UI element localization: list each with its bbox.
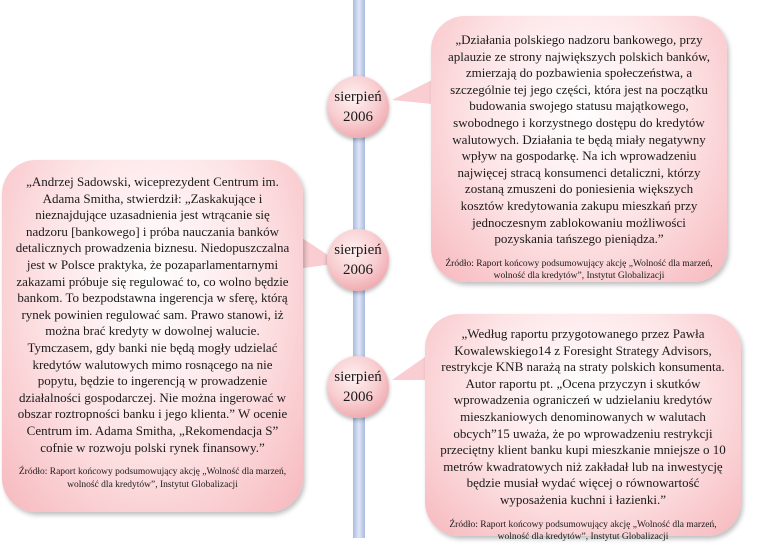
date-year-1: 2006 xyxy=(343,109,373,125)
quote-bubble-3 xyxy=(425,314,741,543)
quote-bubble-1 xyxy=(431,16,727,282)
quote-text-2: „Andrzej Sadowski, wiceprezydent Centrum im. Adama Smitha, stwierdził: „Zaskakujące i nieznajdujące uzasadnienia jest wtrącanie się nadzoru [bankowego] i próba nauczania banków detalicznych prowadzenia biznesu. Niedopuszczalna jest w Polsce praktyka, że pozaparlamentarnymi zakazami próbuje się regulować to, co wolno będzie bankom. To bezpodstawna ingerencja w sferę, którą rynek powinien regulować sam. Prawo stanowi, iż można brać kredyty w dowolnej walucie. Tymczasem, gdy banki nie będą mogły udzielać kredytów walutowych mimo rosnącego na nie popytu, będzie to ingerencją w prowadzenie działalności gospodarczej. Nie można ingerować w obszar roztropności banku i jego klienta.” W ocenie Centrum im. Adama Smitha, „Rekomendacja S” cofnie w rozwoju polski rynek finansowy.” xyxy=(15,174,290,455)
quote-bubble-2 xyxy=(2,160,303,512)
date-node-2 xyxy=(327,229,389,291)
quote-text-1: „Działania polskiego nadzoru bankowego, przy aplauzie ze strony największych polskich banków, zmierzają do pozbawienia społeczeństwa, a szczególnie tej jego części, która jest na początku budowania swojego statusu majątkowego, swobodnego i korzystnego dostępu do kredytów walutowych. Działania te będą miały negatywny wpływ na gospodarkę. Na ich wprowadzeniu najwięcej stracą konsumenci detaliczni, którzy zostaną zmuszeni do poniesienia większych kosztów kredytowania zakupu mieszkań przy jednoczesnym zablokowaniu możliwości pozyskania tańszego pieniądza.” xyxy=(448,32,710,247)
quote-source-3: Źródło: Raport końcowy podsumowujący akcję „Wolność dla marzeń, wolność dla kredytów”, Instytut Globalizacji xyxy=(449,519,717,543)
date-month-1: sierpień xyxy=(334,89,382,105)
quote-source-2: Źródło: Raport końcowy podsumowujący akcję „Wolność dla marzeń, wolność dla kredytów”, Instytut Globalizacji xyxy=(18,467,287,490)
date-node-3 xyxy=(327,356,389,418)
quote-source-1: Źródło: Raport końcowy podsumowujący akcję „Wolność dla marzeń, wolność dla kredytów”, Instytut Globalizacji xyxy=(445,258,713,282)
date-month-3: sierpień xyxy=(334,369,382,385)
date-month-2: sierpień xyxy=(334,242,382,258)
date-year-3: 2006 xyxy=(343,389,373,405)
date-year-2: 2006 xyxy=(343,262,373,278)
quote-text-3: „Według raportu przygotowanego przez Pawła Kowalewskiego14 z Foresight Strategy Advisors, restrykcje KNB narażą na straty polskich konsumenta. Autor raportu pt. „Ocena przyczyn i skutków wprowadzenia ograniczeń w udzielaniu kredytów mieszkaniowych denominowanych w walutach obcych”15 uważa, że po wprowadzeniu restrykcji przeciętny klient banku kupi mieszkanie mniejsze o 10 metrów kwadratowych niż zakładał lub na inwestycję będzie musiał wydać więcej o równowartość wyposażenia kuchni i łazienki.” xyxy=(440,326,726,507)
date-node-1 xyxy=(327,76,389,138)
